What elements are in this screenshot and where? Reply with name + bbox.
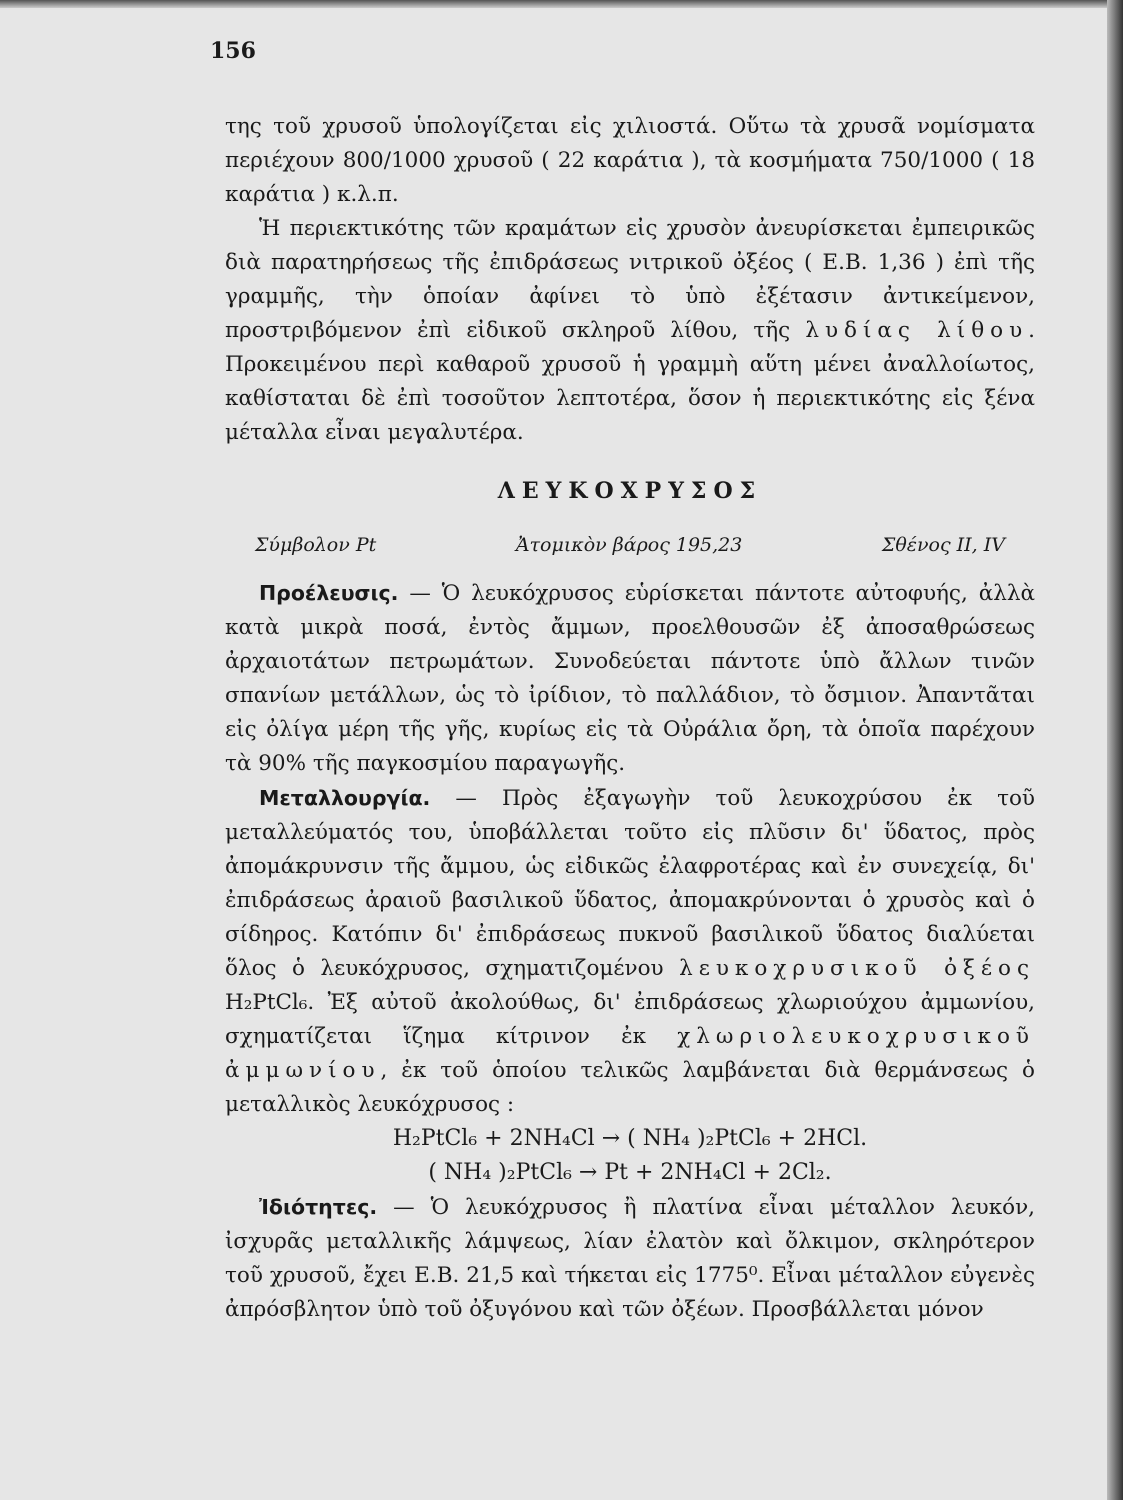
equation-2: ( NH₄ )₂PtCl₆ → Pt + 2NH₄Cl + 2Cl₂. — [428, 1160, 832, 1185]
metallurgy-label: Μεταλλουργία. — [259, 786, 431, 810]
metallurgy-text-c: , ἐκ τοῦ ὁποίου τελικῶς λαμβάνεται διὰ θερμάνσεως ὁ μεταλλικὸς λευκόχρυσος : — [225, 1058, 1035, 1117]
element-info-row — [255, 528, 1005, 562]
metallurgy-formula-1: H₂PtCl₆ — [225, 990, 308, 1015]
properties-label: Ἰδιότητες. — [259, 1195, 378, 1219]
origin-paragraph — [225, 576, 1035, 781]
page-body — [225, 110, 1035, 1327]
properties-paragraph — [225, 1190, 1035, 1327]
intro-paragraph-1: της τοῦ χρυσοῦ ὑπολογίζεται εἰς χιλιοστά. Οὕτω τὰ χρυσᾶ νομίσματα περιέχουν 800/1000 χρυσοῦ ( 22 καράτια ), τὰ κοσμήματα 750/1000 ( 18 καράτια ) κ.λ.π. — [225, 114, 1035, 207]
element-valence: Σθένος II, IV — [881, 534, 1005, 556]
intro-p2-spaced-term: λυδίας λίθου — [805, 318, 1029, 343]
metallurgy-paragraph — [225, 781, 1035, 1122]
metallurgy-text-a: — Πρὸς ἐξαγωγὴν τοῦ λευκοχρύσου ἐκ τοῦ μεταλλεύματός του, ὑποβάλλεται τοῦτο εἰς πλῦσιν δι' ὕδατος, πρὸς ἀπομάκρυνσιν τῆς ἄμμου, ὡς εἰδικῶς ἐλαφροτέρας καὶ ἐν συνεχείᾳ, δι' ἐπιδράσεως ἀραιοῦ βασιλικοῦ ὕδατος, ἀπομακρύνονται ὁ χρυσὸς καὶ ὁ σίδηρος. Κατόπιν δι' ἐπιδράσεως πυκνοῦ βασιλικοῦ ὕδατος διαλύεται ὅλος ὁ λευκόχρυσος, σχηματιζομένου — [225, 786, 1035, 981]
page-edge-right — [1107, 0, 1123, 1500]
origin-label: Προέλευσις. — [259, 581, 399, 605]
equation-1: H₂PtCl₆ + 2NH₄Cl → ( NH₄ )₂PtCl₆ + 2HCl. — [392, 1126, 868, 1151]
element-atomic-weight: Ἀτομικὸν βάρος 195,23 — [515, 534, 743, 556]
page-edge-top — [0, 0, 1123, 8]
element-symbol: Σύμβολον Pt — [255, 534, 377, 556]
origin-text: — Ὁ λευκόχρυσος εὑρίσκεται πάντοτε αὐτοφυής, ἀλλὰ κατὰ μικρὰ ποσά, ἐντὸς ἄμμων, προελθουσῶν ἐξ ἀποσαθρώσεως ἀρχαιοτάτων πετρωμάτων. Συνοδεύεται πάντοτε ὑπὸ ἄλλων τινῶν σπανίων μετάλλων, ὡς τὸ ἰρίδιον, τὸ παλλάδιον, τὸ ὄσμιον. Ἀπαντᾶται εἰς ὀλίγα μέρη τῆς γῆς, κυρίως εἰς τὰ Οὐράλια ὄρη, τὰ ὁποῖα παρέχουν τὰ 90% τῆς παγκοσμίου παραγωγῆς. — [225, 581, 1035, 776]
metallurgy-text-b: . Ἐξ αὐτοῦ ἀκολούθως, δι' ἐπιδράσεως χλωριούχου ἀμμωνίου, σχηματίζεται ἵζημα κίτρινον ἐκ — [225, 990, 1035, 1049]
intro-p2-text-a: Ἡ περιεκτικότης τῶν κραμάτων εἰς χρυσὸν ἀνευρίσκεται ἐμπειρικῶς διὰ παρατηρήσεως τῆς ἐπιδράσεως νιτρικοῦ ὀξέος ( Ε.Β. 1,36 ) ἐπὶ τῆς γραμμῆς, τὴν ὁποίαν ἀφίνει τὸ ὑπὸ ἐξέτασιν ἀντικείμενον, προστριβόμενον ἐπὶ εἰδικοῦ σκληροῦ λίθου, τῆς — [225, 216, 1035, 343]
metallurgy-spaced-term-2: χλωριολευκοχρυσικοῦ ἀμμωνίου — [225, 1024, 1035, 1083]
section-title: ΛΕΥΚΟΧΡΥΣΟΣ — [497, 478, 763, 504]
page-number: 156 — [210, 38, 256, 64]
intro-paragraph-2 — [225, 212, 1035, 450]
intro-p2-text-b: . Προκειμένου περὶ καθαροῦ χρυσοῦ ἡ γραμμὴ αὕτη μένει ἀναλλοίωτος, καθίσταται δὲ ἐπὶ τοσοῦτον λεπτοτέρα, ὅσον ἡ περιεκτικότης εἰς ξένα μέταλλα εἶναι μεγαλυτέρα. — [225, 318, 1035, 445]
properties-text: — Ὁ λευκόχρυσος ἢ πλατίνα εἶναι μέταλλον λευκόν, ἰσχυρᾶς μεταλλικῆς λάμψεως, λίαν ἐλατὸν καὶ ὄλκιμον, σκληρότερον τοῦ χρυσοῦ, ἔχει Ε.Β. 21,5 καὶ τήκεται εἰς 1775⁰. Εἶναι μέταλλον εὐγενὲς ἀπρόσβλητον ὑπὸ τοῦ ὀξυγόνου καὶ τῶν ὀξέων. Προσβάλλεται μόνον — [225, 1195, 1035, 1322]
metallurgy-spaced-term-1: λευκοχρυσικοῦ ὀξέος — [679, 956, 1035, 981]
